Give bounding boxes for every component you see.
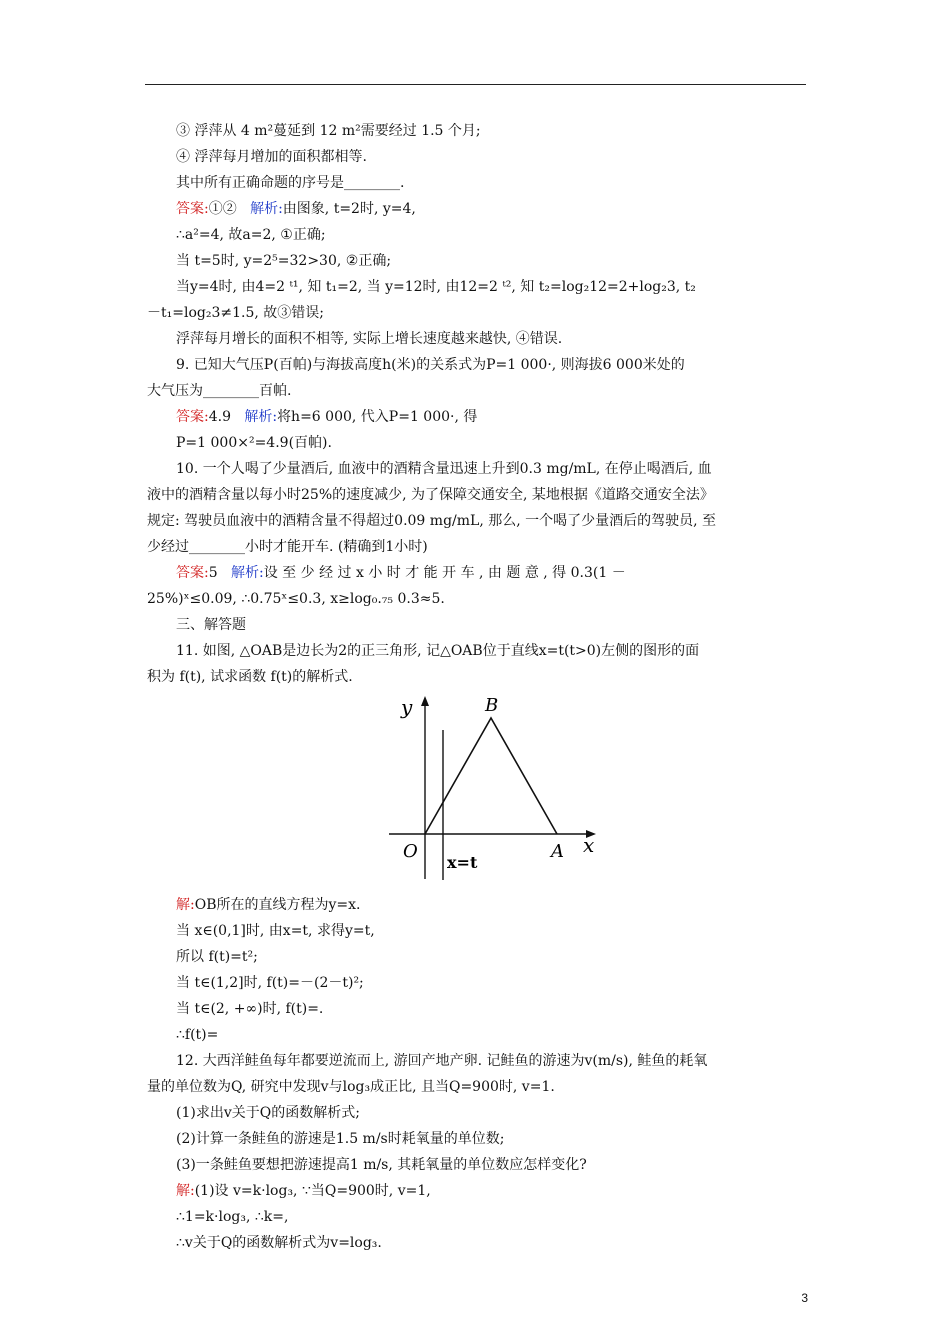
- analysis-label: 解析:: [244, 409, 278, 425]
- solution-text: (1)设 v=k·log₃, ∵当Q=900时, v=1,: [194, 1183, 431, 1199]
- vertex-a-label: A: [551, 841, 564, 862]
- page-number: 3: [801, 1291, 808, 1305]
- answer-label: 答案:: [176, 409, 209, 425]
- page-content: [147, 118, 805, 1256]
- text-line: (1)求出v关于Q的函数解析式;: [176, 1105, 360, 1121]
- text-line: 25%)ˣ≤0.09, ∴0.75ˣ≤0.3, x≥log₀.₇₅ 0.3≈5.: [147, 591, 445, 607]
- question-10: 10. 一个人喝了少量酒后, 血液中的酒精含量迅速上升到0.3 mg/mL, 在停止喝酒后, 血: [176, 461, 712, 477]
- answer-line: [147, 404, 805, 430]
- axis-y-label: y: [401, 695, 413, 719]
- text-line: 所以 f(t)=t²;: [176, 949, 258, 965]
- text-line: 当 t=5时, y=2⁵=32>30, ②正确;: [176, 253, 392, 269]
- triangle-figure: [147, 694, 805, 889]
- text-line: 少经过________小时才能开车. (精确到1小时): [147, 539, 428, 555]
- section-heading: 三、解答题: [176, 617, 246, 633]
- text-line: 规定: 驾驶员血液中的酒精含量不得超过0.09 mg/mL, 那么, 一个喝了少量酒后的驾驶员, 至: [147, 513, 717, 529]
- text-line: 当y=4时, 由4=2 ᵗ¹, 知 t₁=2, 当 y=12时, 由12=2 ᵗ², 知 t₂=log₂12=2+log₂3, t₂: [176, 279, 696, 295]
- vertex-b-label: B: [485, 695, 499, 716]
- question-11: 11. 如图, △OAB是边长为2的正三角形, 记△OAB位于直线x=t(t>0)左侧的图形的面: [176, 643, 700, 659]
- text-line: ④ 浮萍每月增加的面积都相等.: [176, 149, 367, 165]
- text-line: ∴1=k·log₃, ∴k=,: [176, 1209, 289, 1225]
- solution-label: 解:: [176, 1183, 195, 1199]
- answer-label: 答案:: [176, 201, 209, 217]
- text-line: 当 t∈(2, +∞)时, f(t)=.: [176, 1001, 324, 1017]
- text-line: 液中的酒精含量以每小时25%的速度减少, 为了保障交通安全, 某地根据《道路交通安全法》: [147, 487, 714, 503]
- line-label: x=t: [447, 853, 478, 872]
- triangle-diagram: [385, 694, 599, 884]
- text-line: ③ 浮萍从 4 m²蔓延到 12 m²需要经过 1.5 个月;: [176, 123, 481, 139]
- text-line: ∴f(t)=: [176, 1027, 219, 1043]
- text-line: 量的单位数为Q, 研究中发现v与log₃成正比, 且当Q=900时, v=1.: [147, 1079, 555, 1095]
- question-12: 12. 大西洋鲑鱼每年都要逆流而上, 游回产地产卵. 记鲑鱼的游速为v(m/s), 鲑鱼的耗氧: [176, 1053, 708, 1069]
- answer-value: 4.9: [208, 409, 231, 425]
- text-line: ∴a²=4, 故a=2, ①正确;: [176, 227, 326, 243]
- axis-x-label: x: [583, 833, 595, 857]
- text-line: ∴v关于Q的函数解析式为v=log₃.: [176, 1235, 382, 1251]
- analysis-text: 设 至 少 经 过 x 小 时 才 能 开 车 , 由 题 意 , 得 0.3(1 －: [263, 565, 626, 581]
- text-line: 其中所有正确命题的序号是________.: [176, 175, 405, 191]
- analysis-text: 将h=6 000, 代入P=1 000·, 得: [277, 409, 478, 425]
- question-9: 9. 已知大气压P(百帕)与海拔高度h(米)的关系式为P=1 000·, 则海拔6 000米处的: [176, 357, 685, 373]
- text-line: 浮萍每月增长的面积不相等, 实际上增长速度越来越快, ④错误.: [176, 331, 563, 347]
- text-line: (2)计算一条鲑鱼的游速是1.5 m/s时耗氧量的单位数;: [176, 1131, 505, 1147]
- origin-label: O: [403, 841, 418, 862]
- text-line: 积为 f(t), 试求函数 f(t)的解析式.: [147, 669, 353, 685]
- answer-line: [147, 560, 805, 586]
- text-line: －t₁=log₂3≠1.5, 故③错误;: [147, 305, 324, 321]
- answer-value: ①②: [208, 201, 237, 217]
- text-line: 大气压为________百帕.: [147, 383, 292, 399]
- text-line: 当 x∈(0,1]时, 由x=t, 求得y=t,: [176, 923, 375, 939]
- solution-text: OB所在的直线方程为y=x.: [194, 897, 361, 913]
- answer-line: [147, 196, 805, 222]
- answer-line: [147, 892, 805, 918]
- analysis-label: 解析:: [231, 565, 264, 581]
- solution-label: 解:: [176, 897, 195, 913]
- text-line: 当 t∈(1,2]时, f(t)=－(2－t)²;: [176, 975, 364, 991]
- answer-line: [147, 1178, 805, 1204]
- answer-value: 5: [208, 565, 218, 581]
- text-line: (3)一条鲑鱼要想把游速提高1 m/s, 其耗氧量的单位数应怎样变化?: [176, 1157, 587, 1173]
- text-line: P=1 000×²=4.9(百帕).: [176, 435, 332, 451]
- header-rule: [145, 84, 806, 85]
- analysis-label: 解析:: [250, 201, 283, 217]
- analysis-text: 由图象, t=2时, y=4,: [282, 201, 416, 217]
- answer-label: 答案:: [176, 565, 209, 581]
